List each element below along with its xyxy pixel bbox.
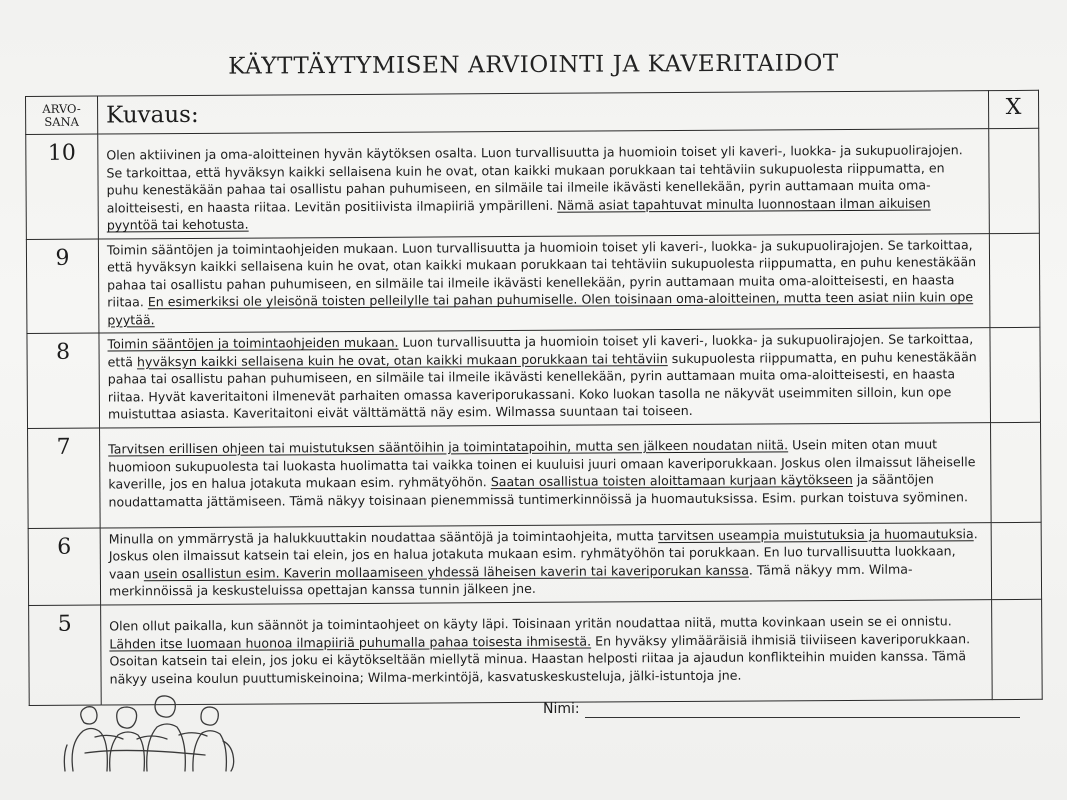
- mark-cell[interactable]: [992, 599, 1043, 699]
- table-header-row: [26, 90, 1039, 134]
- table-row: [27, 328, 1041, 429]
- mark-cell[interactable]: [991, 522, 1041, 599]
- description-column-header: Kuvaus:: [98, 91, 989, 134]
- description-underlined: En esimerkiksi ole yleisönä toisten pelleilylle tai pahan puhumiselle. Olen toisinaan oma-aloitteinen, mutta teen asiat niin kuin ope pyytää.: [107, 289, 974, 328]
- grade-description: [100, 523, 991, 605]
- description-text: Minulla on ymmärrystä ja halukkuuttakin noudattaa sääntöjä ja toimintaohjeita, mutta: [108, 528, 659, 547]
- mark-cell[interactable]: [990, 328, 1041, 423]
- description-underlined: Toimin sääntöjen ja toimintaohjeiden mukaan.: [107, 335, 399, 352]
- grade-description: [98, 129, 990, 239]
- table-row: [28, 422, 1042, 528]
- grade-value: 9: [26, 239, 99, 334]
- grade-value: 5: [29, 605, 102, 705]
- description-text: ja sääntöjen noudattamatta jättämiseen. Tämä näkyy toisinaan pienemmissä tuntimerkinnöissä ja huomautuksissa. Esim. purkan toistuva syöminen.: [108, 471, 969, 510]
- description-underlined: usein osallistun esim. Kaverin mollaamiseen yhdessä läheisen kaverin tai kaveriporukan kanssa: [143, 562, 749, 582]
- description-text: Usein miten otan muut huomioon sukupuolesta tai luokasta huolimatta tai vaikka toinen ei kuuluisi juuri omaan kaveriporukkaan. Joskus olen ilmaissut läheiselle kaverille, jos en halua jotakuta mukaan esim. ryhmätyöhön.: [108, 436, 976, 492]
- grade-header-line-1: ARVO-: [42, 101, 81, 116]
- description-underlined: Saatan osallistua toisten aloittamaan kurjaan käytökseen: [490, 472, 853, 490]
- x-column-header: X: [988, 90, 1038, 128]
- description-text: sukupuolesta riippumatta, en puhu kenestäkään pahaa tai osallistu pahan puhumiseen, en silmäile tai ilmeile ikävästi kenellekään, pyrin auttamaan muita oma-aloitteisesti, en haasta riitaa. Hyvät kaveritaitoni ilmenevät parhaiten omassa kaveriporukassani. Koko luokan tasolla ne näkyvät useimmiten silloin, kun ope muistuttaa asiasta. Kaveritaitoni eivät välttämättä näy esim. Wilmassa suuntaan tai toiseen.: [107, 349, 977, 422]
- table-row: [26, 128, 1040, 239]
- description-underlined: tarvitsen useampia muistutuksia ja huomautuksia: [658, 526, 974, 544]
- grade-description: [101, 600, 993, 705]
- grade-description: [100, 423, 992, 528]
- grading-table-sheet: [25, 90, 1042, 687]
- grade-column-header: [26, 96, 98, 134]
- mark-cell[interactable]: [989, 233, 1040, 328]
- table-row: [28, 522, 1041, 605]
- mark-cell[interactable]: [991, 422, 1042, 522]
- table-row: [26, 233, 1040, 334]
- description-text: Olen aktiivinen ja oma-aloitteinen hyvän käytöksen osalta. Luon turvallisuutta ja huomioin toiset yli kaveri-, luokka- ja sukupuolirajojen. Se tarkoittaa, että hyväksyn kaikki sellaisena kuin he ovat, otan kaikki mukaan porukkaan tai tehtäviin sukupuolesta riippumatta, en puhu kenestäkään pahaa tai osallistu pahan puhumiseen, en silmäile tai ilmeile ikävästi kenellekään, pyrin auttamaan muita oma-aloitteisesti, en haasta riitaa. Levitän positiivista ilmapiiriä ympärilleni.: [106, 142, 963, 216]
- page-title: KÄYTTÄYTYMISEN ARVIOINTI JA KAVERITAIDOT: [228, 50, 839, 80]
- grade-value: 8: [27, 334, 100, 429]
- name-input-line[interactable]: [585, 717, 1020, 718]
- grading-table: [25, 90, 1043, 706]
- description-text: . Joskus olen ilmaissut katsein tai elein, jos en halua jotakuta mukaan esim. ryhmätyöhön tai porukkaan. En luo turvallisuutta luokkaan, vaan: [108, 526, 978, 582]
- description-text: . Tämä näkyy mm. Wilma-merkinnöissä ja keskusteluissa opettajan kanssa tunnin jälkeen jne.: [108, 561, 913, 599]
- table-row: [29, 599, 1043, 705]
- description-underlined: Tarvitsen erillisen ohjeen tai muistutuksen sääntöihin ja toimintatapoihin, mutta sen jälkeen noudatan niitä.: [108, 437, 789, 457]
- grade-description: [99, 328, 991, 428]
- mark-cell[interactable]: [989, 128, 1040, 233]
- description-text: Olen ollut paikalla, kun säännöt ja toimintaohjeet on käyty läpi. Toisinaan yritän noudattaa niitä, mutta kovinkaan usein se ei onnistu.: [109, 613, 952, 634]
- description-underlined: Lähden itse luomaan huonoa ilmapiiriä puhumalla pahaa toisesta ihmisestä.: [109, 633, 592, 652]
- grade-value: 7: [28, 428, 101, 528]
- name-label: Nimi:: [543, 701, 580, 717]
- description-text: Toimin sääntöjen ja toimintaohjeiden mukaan. Luon turvallisuutta ja huomioin toiset yli kaveri-, luokka- ja sukupuolirajojen. Se tarkoittaa, että hyväksyn kaikki sellaisena kuin he ovat, otan kaikki mukaan porukkaan tai tehtäviin sukupuolesta riippumatta, en puhu kenestäkään pahaa tai osallistu pahan puhumiseen, en silmäile tai ilmeile ikävästi kenellekään, pyrin auttamaan muita oma-aloitteisesti, en haasta riitaa.: [106, 237, 977, 310]
- description-underlined: Nämä asiat tapahtuvat minulta luonnostaan ilman aikuisen pyyntöä tai kehotusta.: [106, 195, 931, 233]
- grade-value: 6: [28, 528, 100, 605]
- grade-value: 10: [26, 134, 99, 239]
- description-text: En hyväksy ylimääräisiä ihmisiä tiiviiseen kaveriporukkaan. Osoitan katsein tai elein, jos joku ei käytökseltään miellytä minua. Haastan helposti riitaa ja ajaudun konflikteihin muiden kanssa. Tämä näkyy useina koulun puuttumiskeinoina; Wilma-merkintöjä, kasvatuskeskusteluja, jälki-istuntoja jne.: [109, 630, 971, 687]
- description-underlined: hyväksyn kaikki sellaisena kuin he ovat, otan kaikki mukaan porukkaan tai tehtäviin: [136, 351, 668, 370]
- grade-description: [98, 234, 990, 334]
- group-of-friends-illustration: [55, 693, 245, 773]
- grade-header-line-2: SANA: [44, 114, 79, 129]
- description-text: Luon turvallisuutta ja huomioin toiset yli kaveri-, luokka- ja sukupuolirajojen. Se tarkoittaa, että: [107, 331, 974, 370]
